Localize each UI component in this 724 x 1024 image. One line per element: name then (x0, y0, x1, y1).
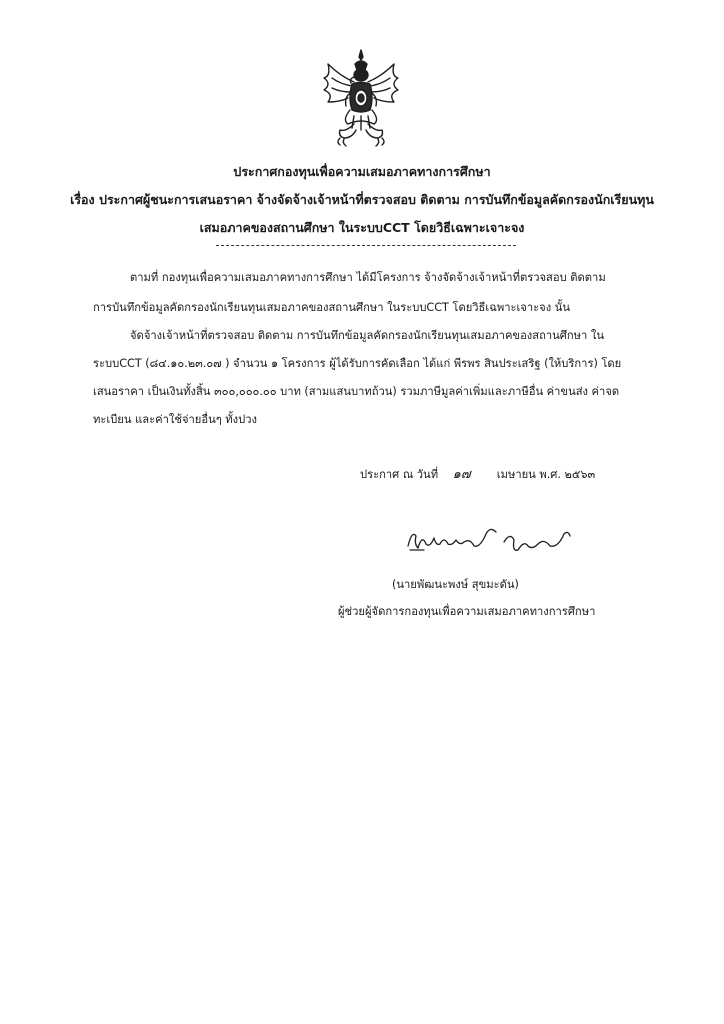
date-month-year: เมษายน พ.ศ. ๒๕๖๓ (496, 468, 596, 481)
announcement-subject-continued: เสมอภาคของสถานศึกษา ในระบบCCT โดยวิธีเฉพาะเจาะจง (199, 220, 525, 235)
garuda-emblem-icon (318, 48, 404, 148)
body-line: การบันทึกข้อมูลคัดกรองนักเรียนทุนเสมอภาคของสถานศึกษา ในระบบCCT โดยวิธีเฉพาะเจาะจง นั้น (93, 301, 571, 314)
announcement-date (360, 463, 595, 484)
body-line: ระบบCCT (๘๔.๑๐.๒๓.๐๗ ) จำนวน ๑ โครงการ ผู้ได้รับการคัดเลือก ได้แก่ พีรพร สินประเสริฐ (ให้บริการ) โดย (93, 357, 622, 370)
body-line: ตามที่ กองทุนเพื่อความเสมอภาคทางการศึกษา ได้มีโครงการ จ้างจัดจ้างเจ้าหน้าที่ตรวจสอบ ติดตาม (130, 271, 606, 284)
body-line: จัดจ้างเจ้าหน้าที่ตรวจสอบ ติดตาม การบันทึกข้อมูลคัดกรองนักเรียนทุนเสมอภาคของสถานศึกษา ใน (130, 329, 604, 342)
date-day: ๑๗ (452, 467, 471, 482)
signer-position: ผู้ช่วยผู้จัดการกองทุนเพื่อความเสมอภาคทางการศึกษา (338, 605, 596, 618)
announcement-subject: เรื่อง ประกาศผู้ชนะการเสนอราคา จ้างจัดจ้างเจ้าหน้าที่ตรวจสอบ ติดตาม การบันทึกข้อมูลคัดกรองนักเรียนทุน (70, 192, 654, 207)
body-line: ทะเบียน และค่าใช้จ่ายอื่นๆ ทั้งปวง (93, 413, 257, 426)
header-divider (216, 245, 516, 246)
signer-name: (นายพัฒนะพงษ์ สุขมะดัน) (392, 578, 519, 591)
body-line: เสนอราคา เป็นเงินทั้งสิ้น ๓๐๐,๐๐๐.๐๐ บาท (สามแสนบาทถ้วน) รวมภาษีมูลค่าเพิ่มและภาษีอื่น ค่าขนส่ง ค่าจด (93, 385, 620, 398)
announcement-title: ประกาศกองทุนเพื่อความเสมอภาคทางการศึกษา (233, 164, 491, 179)
date-prefix: ประกาศ ณ วันที่ (360, 468, 439, 481)
handwritten-signature (404, 522, 574, 556)
